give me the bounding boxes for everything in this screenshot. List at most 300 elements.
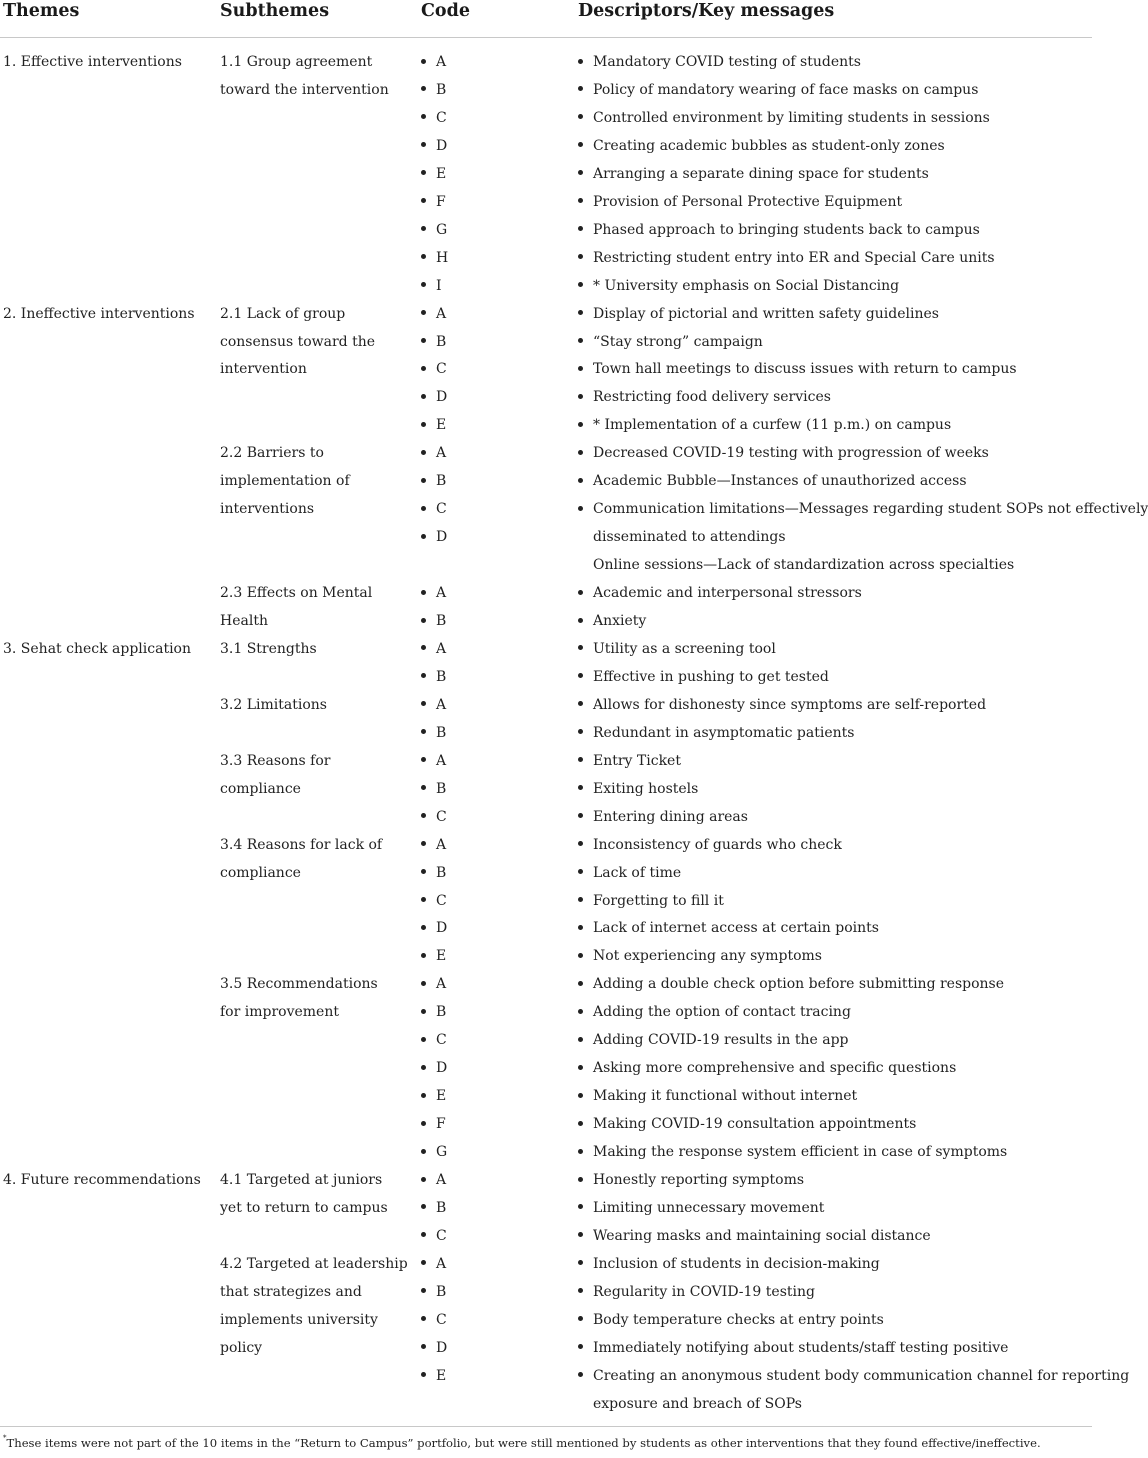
table-row <box>0 76 1092 104</box>
descriptor-text: Making it functional without internet <box>593 1088 858 1105</box>
descriptor-cell <box>578 942 822 970</box>
code-cell <box>421 1222 447 1250</box>
descriptor-cell <box>578 1334 1008 1362</box>
bullet-icon <box>578 841 583 846</box>
code-cell <box>421 355 447 383</box>
code-label: C <box>436 1227 447 1244</box>
bullet-icon <box>578 981 583 986</box>
descriptor-text: Communication limitations—Messages regarding student SOPs not effectively <box>593 501 1148 518</box>
bullet-icon <box>578 394 583 399</box>
descriptor-text: Restricting student entry into ER and Special Care units <box>593 249 995 266</box>
table-row <box>0 691 1092 719</box>
code-cell <box>421 495 447 523</box>
descriptor-text: Academic and interpersonal stressors <box>593 585 862 602</box>
descriptor-text: Limiting unnecessary movement <box>593 1199 825 1216</box>
bullet-icon <box>578 1288 583 1293</box>
subtheme-cell: 3.1 Strengths <box>220 640 317 657</box>
code-label: C <box>436 892 447 909</box>
bullet-icon <box>421 757 426 762</box>
table-header <box>0 0 1092 36</box>
theme-cell: 3. Sehat check application <box>3 640 192 657</box>
bullet-icon <box>578 310 583 315</box>
code-cell <box>421 383 447 411</box>
bullet-icon <box>421 478 426 483</box>
table-row <box>0 328 1092 356</box>
table-row <box>0 523 1092 551</box>
descriptor-cell <box>578 914 879 942</box>
table-row <box>0 635 1092 663</box>
code-label: C <box>436 808 447 825</box>
code-label: H <box>436 249 449 266</box>
code-cell <box>421 1306 447 1334</box>
bullet-icon <box>421 114 426 119</box>
bullet-icon <box>421 785 426 790</box>
code-label: E <box>436 948 447 965</box>
descriptor-text: Mandatory COVID testing of students <box>593 54 861 70</box>
code-cell <box>421 523 447 551</box>
code-cell <box>421 272 442 300</box>
descriptor-cell <box>578 887 724 915</box>
code-cell <box>421 1194 446 1222</box>
bullet-icon <box>421 981 426 986</box>
bullet-icon <box>421 1316 426 1321</box>
code-cell <box>421 803 447 831</box>
descriptor-text: Inconsistency of guards who check <box>593 836 842 853</box>
table-row <box>0 831 1092 859</box>
bullet-icon <box>421 813 426 818</box>
descriptor-text: Controlled environment by limiting students in sessions <box>593 109 990 126</box>
descriptor-text: Allows for dishonesty since symptoms are self-reported <box>593 696 987 713</box>
bullet-icon <box>578 1037 583 1042</box>
table-row <box>0 48 1092 76</box>
descriptor-text: Academic Bubble—Instances of unauthorized access <box>593 473 967 490</box>
descriptor-cell <box>578 579 862 607</box>
descriptor-cell <box>578 747 681 775</box>
bullet-icon <box>421 394 426 399</box>
footnote <box>3 1436 1041 1450</box>
table-row <box>0 1250 1092 1278</box>
code-label: G <box>436 221 448 238</box>
bullet-icon <box>421 1232 426 1237</box>
header-code: Code <box>421 1 470 21</box>
code-label: D <box>436 1339 448 1356</box>
bullet-icon <box>421 673 426 678</box>
descriptor-text: Policy of mandatory wearing of face masks on campus <box>593 81 979 98</box>
code-label: E <box>436 1088 447 1105</box>
descriptor-text: Effective in pushing to get tested <box>593 668 829 685</box>
code-cell <box>421 216 447 244</box>
descriptor-text: Decreased COVID-19 testing with progression of weeks <box>593 445 989 462</box>
bullet-icon <box>578 366 583 371</box>
code-label: B <box>436 473 447 490</box>
bullet-icon <box>421 282 426 287</box>
code-label: B <box>436 613 447 629</box>
footnote-text: These items were not part of the 10 items in the “Return to Campus” portfolio, but were still mentioned by students as other interventions that they found effective/ineffective. <box>6 1436 1041 1450</box>
bullet-icon <box>421 534 426 539</box>
table-row <box>0 1138 1092 1166</box>
bullet-icon <box>578 1204 583 1209</box>
table-row <box>0 1194 1092 1222</box>
bullet-icon <box>421 1149 426 1154</box>
descriptor-cell <box>578 998 851 1026</box>
descriptor-text: Asking more comprehensive and specific questions <box>593 1060 957 1077</box>
descriptor-cell <box>578 76 978 104</box>
code-cell <box>421 635 446 663</box>
bullet-icon <box>578 673 583 678</box>
bullet-icon <box>421 953 426 958</box>
table-row <box>0 775 1092 803</box>
descriptor-cell <box>578 132 945 160</box>
code-label: B <box>436 864 447 881</box>
code-cell <box>421 1362 446 1390</box>
bullet-icon <box>578 254 583 259</box>
descriptor-cell <box>578 1362 1129 1390</box>
code-cell <box>421 663 446 691</box>
bullet-icon <box>421 366 426 371</box>
descriptor-text: Lack of time <box>593 864 682 881</box>
subtheme-cell: 3.3 Reasons for <box>220 752 331 769</box>
descriptor-text: Adding COVID-19 results in the app <box>593 1032 849 1049</box>
code-cell <box>421 411 446 439</box>
bullet-icon <box>421 729 426 734</box>
table-row <box>0 1390 1092 1418</box>
header-subthemes: Subthemes <box>220 1 330 21</box>
table-row <box>0 1334 1092 1362</box>
descriptor-text: Exiting hostels <box>593 780 699 797</box>
bullet-icon <box>578 869 583 874</box>
subtheme-cell: 3.5 Recommendations <box>220 976 378 993</box>
table-row <box>0 467 1092 495</box>
descriptor-cell <box>578 551 1014 579</box>
code-cell <box>421 1082 446 1110</box>
descriptor-text: Wearing masks and maintaining social distance <box>593 1227 931 1244</box>
subtheme-cell: 3.2 Limitations <box>220 696 327 713</box>
table-row <box>0 160 1092 188</box>
code-cell <box>421 942 446 970</box>
subtheme-cell: yet to return to campus <box>220 1199 388 1216</box>
descriptor-text: Regularity in COVID-19 testing <box>593 1283 815 1300</box>
code-cell <box>421 1166 446 1194</box>
descriptor-text: Honestly reporting symptoms <box>593 1172 805 1188</box>
descriptor-text: Making COVID-19 consultation appointments <box>593 1116 917 1133</box>
descriptor-text: Creating academic bubbles as student-only zones <box>593 137 945 154</box>
descriptor-text: Online sessions—Lack of standardization across specialties <box>593 557 1015 574</box>
code-cell <box>421 132 447 160</box>
code-label: D <box>436 137 448 154</box>
table-row <box>0 1082 1092 1110</box>
descriptor-cell <box>578 831 842 859</box>
bullet-icon <box>578 757 583 762</box>
table-row <box>0 607 1092 635</box>
subtheme-cell: 3.4 Reasons for lack of <box>220 836 383 853</box>
bullet-icon <box>578 198 583 203</box>
code-cell <box>421 1334 447 1362</box>
code-cell <box>421 747 446 775</box>
bullet-icon <box>578 86 583 91</box>
code-label: D <box>436 389 448 406</box>
code-cell <box>421 244 448 272</box>
code-cell <box>421 104 447 132</box>
bullet-icon <box>578 506 583 511</box>
descriptor-cell <box>578 523 786 551</box>
bullet-icon <box>578 1009 583 1014</box>
bullet-icon <box>578 450 583 455</box>
code-label: A <box>436 1255 447 1272</box>
code-cell <box>421 719 446 747</box>
bullet-icon <box>578 1149 583 1154</box>
bullet-icon <box>421 170 426 175</box>
descriptor-cell <box>578 1250 880 1278</box>
code-label: A <box>436 445 447 462</box>
bullet-icon <box>578 897 583 902</box>
bullet-icon <box>578 338 583 343</box>
subtheme-cell: 2.2 Barriers to <box>220 445 324 462</box>
descriptor-cell <box>578 411 951 439</box>
code-label: A <box>436 305 447 322</box>
bullet-icon <box>421 701 426 706</box>
code-cell <box>421 1026 447 1054</box>
bullet-icon <box>421 1372 426 1377</box>
descriptor-text: Entering dining areas <box>593 808 748 825</box>
bullet-icon <box>421 226 426 231</box>
table-row <box>0 1026 1092 1054</box>
code-cell <box>421 439 446 467</box>
descriptor-cell <box>578 1138 1007 1166</box>
bullet-icon <box>578 729 583 734</box>
code-label: B <box>436 81 447 98</box>
theme-cell: 1. Effective interventions <box>3 54 182 70</box>
bullet-icon <box>578 701 583 706</box>
table-row <box>0 244 1092 272</box>
code-label: F <box>436 1116 446 1133</box>
table-row <box>0 747 1092 775</box>
table-row <box>0 887 1092 915</box>
code-cell <box>421 831 446 859</box>
descriptor-text: * University emphasis on Social Distancing <box>593 277 900 294</box>
bullet-icon <box>578 1316 583 1321</box>
code-cell <box>421 970 446 998</box>
code-label: A <box>436 752 447 769</box>
code-label: B <box>436 1199 447 1216</box>
code-cell <box>421 1250 446 1278</box>
descriptor-cell <box>578 803 748 831</box>
descriptor-text: Entry Ticket <box>593 752 681 769</box>
bullet-icon <box>421 618 426 623</box>
code-cell <box>421 300 446 328</box>
descriptor-text: Phased approach to bringing students back to campus <box>593 221 980 238</box>
descriptor-text: Display of pictorial and written safety guidelines <box>593 305 939 322</box>
bullet-icon <box>421 1037 426 1042</box>
subtheme-cell: 4.1 Targeted at juniors <box>220 1172 383 1188</box>
descriptor-cell <box>578 1194 824 1222</box>
subtheme-cell: 2.1 Lack of group <box>220 305 346 322</box>
descriptor-cell <box>578 216 980 244</box>
bullet-icon <box>578 1372 583 1377</box>
bullet-icon <box>421 254 426 259</box>
bullet-icon <box>421 1260 426 1265</box>
descriptor-cell <box>578 1166 804 1194</box>
descriptor-cell <box>578 1026 849 1054</box>
descriptor-text: Immediately notifying about students/staff testing positive <box>593 1339 1009 1356</box>
bullet-icon <box>578 813 583 818</box>
table-row <box>0 914 1092 942</box>
table-row <box>0 495 1148 523</box>
code-label: A <box>436 54 447 70</box>
code-cell <box>421 467 446 495</box>
bullet-icon <box>578 114 583 119</box>
bullet-icon <box>578 1177 583 1182</box>
table-row <box>0 1362 1130 1390</box>
descriptor-cell <box>578 1222 931 1250</box>
bullet-icon <box>578 59 583 64</box>
descriptor-cell <box>578 188 902 216</box>
code-label: F <box>436 193 446 210</box>
bullet-icon <box>421 1093 426 1098</box>
descriptor-cell <box>578 719 854 747</box>
code-cell <box>421 76 446 104</box>
table-row <box>0 551 1092 579</box>
descriptor-text: Not experiencing any symptoms <box>593 948 822 965</box>
table-row <box>0 1054 1092 1082</box>
bullet-icon <box>578 226 583 231</box>
descriptor-cell <box>578 970 1004 998</box>
code-label: A <box>436 976 447 993</box>
descriptor-cell <box>578 1278 815 1306</box>
table-row <box>0 803 1092 831</box>
table-row <box>0 1306 1092 1334</box>
code-label: B <box>436 333 447 350</box>
bullet-icon <box>578 645 583 650</box>
descriptor-cell <box>578 244 995 272</box>
code-label: A <box>436 836 447 853</box>
code-label: E <box>436 1367 447 1384</box>
subtheme-cell: policy <box>220 1339 263 1356</box>
subtheme-cell: 4.2 Targeted at leadership <box>220 1255 408 1272</box>
descriptor-text: “Stay strong” campaign <box>593 333 763 350</box>
subtheme-cell: compliance <box>220 780 301 797</box>
table-row <box>0 859 1092 887</box>
descriptor-cell <box>578 1390 802 1418</box>
descriptor-cell <box>578 300 939 328</box>
subtheme-cell: 2.3 Effects on Mental <box>220 585 373 602</box>
subtheme-cell: interventions <box>220 501 315 518</box>
table-row <box>0 942 1092 970</box>
code-label: G <box>436 1144 448 1161</box>
bullet-icon <box>421 422 426 427</box>
bullet-icon <box>421 645 426 650</box>
descriptor-text: * Implementation of a curfew (11 p.m.) on campus <box>593 417 952 434</box>
bullet-icon <box>578 618 583 623</box>
bullet-icon <box>578 478 583 483</box>
code-label: D <box>436 529 448 546</box>
descriptor-text: Town hall meetings to discuss issues with return to campus <box>593 361 1017 378</box>
code-label: B <box>436 668 447 685</box>
table-row <box>0 104 1092 132</box>
descriptor-text: Creating an anonymous student body communication channel for reporting <box>593 1367 1130 1384</box>
code-cell <box>421 607 446 635</box>
descriptor-text: Adding a double check option before submitting response <box>593 976 1005 993</box>
descriptor-text: Redundant in asymptomatic patients <box>593 724 855 741</box>
bullet-icon <box>578 282 583 287</box>
code-cell <box>421 1054 447 1082</box>
code-cell <box>421 160 446 188</box>
table-row <box>0 1278 1092 1306</box>
bullet-icon <box>421 59 426 64</box>
header-themes: Themes <box>3 1 80 21</box>
subtheme-cell: implements university <box>220 1311 378 1328</box>
code-cell <box>421 998 446 1026</box>
bullet-icon <box>421 506 426 511</box>
table-row <box>0 1222 1092 1250</box>
descriptor-cell <box>578 439 989 467</box>
descriptor-cell <box>578 355 1017 383</box>
code-cell <box>421 1110 446 1138</box>
code-cell <box>421 1138 447 1166</box>
table-row <box>0 1166 1092 1194</box>
bullet-icon <box>578 590 583 595</box>
subtheme-cell: toward the intervention <box>220 81 389 98</box>
descriptor-text: Arranging a separate dining space for students <box>593 165 929 182</box>
bullet-icon <box>421 897 426 902</box>
subtheme-cell: 1.1 Group agreement <box>220 54 373 70</box>
descriptor-text: Provision of Personal Protective Equipment <box>593 193 903 210</box>
descriptor-text: Anxiety <box>593 613 647 629</box>
code-cell <box>421 1278 446 1306</box>
code-label: C <box>436 361 447 378</box>
table-row <box>0 998 1092 1026</box>
code-label: E <box>436 165 447 182</box>
descriptor-cell <box>578 1054 956 1082</box>
subtheme-cell: intervention <box>220 361 307 378</box>
descriptor-text: Restricting food delivery services <box>593 389 831 406</box>
bullet-icon <box>578 1344 583 1349</box>
subtheme-cell: that strategizes and <box>220 1283 362 1300</box>
bullet-icon <box>421 925 426 930</box>
footer-divider <box>0 1426 1092 1427</box>
code-label: C <box>436 1311 447 1328</box>
bullet-icon <box>421 198 426 203</box>
bullet-icon <box>578 925 583 930</box>
descriptor-cell <box>578 775 698 803</box>
code-label: B <box>436 724 447 741</box>
bullet-icon <box>421 869 426 874</box>
bullet-icon <box>421 1204 426 1209</box>
descriptor-cell <box>578 1110 916 1138</box>
descriptor-text: Forgetting to fill it <box>593 892 724 909</box>
code-cell <box>421 48 446 76</box>
descriptor-cell <box>578 160 929 188</box>
descriptor-cell <box>578 467 967 495</box>
theme-cell: 4. Future recommendations <box>3 1172 201 1188</box>
table-row <box>0 719 1092 747</box>
footnote-marker: * <box>3 1434 7 1442</box>
bullet-icon <box>578 170 583 175</box>
code-label: D <box>436 1060 448 1077</box>
bullet-icon <box>578 1093 583 1098</box>
table-row <box>0 439 1092 467</box>
bullet-icon <box>578 1232 583 1237</box>
bullet-icon <box>421 310 426 315</box>
descriptor-text: Body temperature checks at entry points <box>593 1311 884 1328</box>
theme-cell: 2. Ineffective interventions <box>3 305 195 322</box>
code-cell <box>421 328 446 356</box>
bullet-icon <box>578 142 583 147</box>
bullet-icon <box>578 1065 583 1070</box>
code-label: D <box>436 920 448 937</box>
code-cell <box>421 914 447 942</box>
bullet-icon <box>578 1121 583 1126</box>
code-label: A <box>436 585 447 602</box>
